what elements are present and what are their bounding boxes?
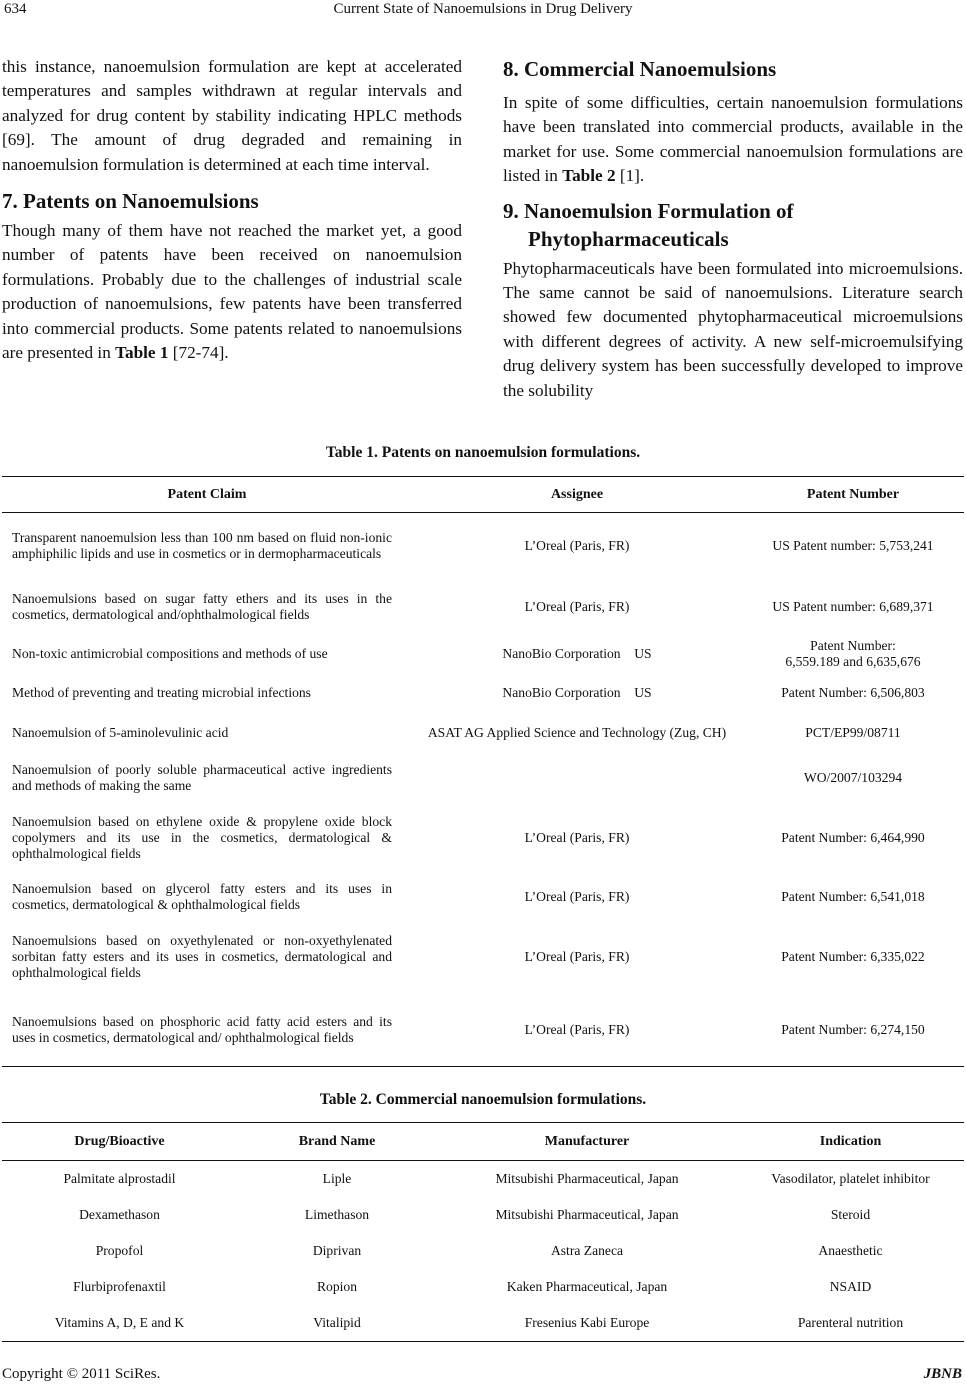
table-row xyxy=(2,674,964,712)
patent-assignee: L’Oreal (Paris, FR) xyxy=(524,948,630,964)
manufacturer-cell: Astra Zaneca xyxy=(550,1243,624,1258)
patent-assignee: L’Oreal (Paris, FR) xyxy=(412,994,742,1067)
table-row xyxy=(2,1305,964,1342)
section-8-heading: 8. Commercial Nanoemulsions xyxy=(503,57,777,81)
patent-assignee: L’Oreal (Paris, FR) xyxy=(524,538,630,554)
patent-claim: Nanoemulsions based on sugar fatty ethers and its uses in the cosmetics, dermatological and/ophthalmological fields xyxy=(12,590,392,622)
table-row xyxy=(2,920,964,994)
drug-cell: Dexamethason xyxy=(79,1207,160,1222)
table-row xyxy=(2,1233,964,1269)
table-row xyxy=(2,513,964,580)
patent-number: US Patent number: 6,689,371 xyxy=(772,598,934,614)
phytopharmaceuticals-paragraph: Phytopharmaceuticals have been formulated into microemulsions. The same cannot be said of nanoemulsions. Literature search showed few documented phytopharmaceutical microemulsions with different degrees of activity. A new self-microemulsifying drug delivery system has been successfully developed to improve the solubility xyxy=(503,258,963,400)
running-header xyxy=(0,0,966,22)
section-9-heading: 9. Nanoemulsion Formulation of Phytopharmaceuticals xyxy=(503,198,794,251)
patent-assignee: L’Oreal (Paris, FR) xyxy=(524,829,630,845)
journal-abbreviation: JBNB xyxy=(923,1366,962,1382)
running-title: Current State of Nanoemulsions in Drug Delivery xyxy=(333,1,633,17)
table-row xyxy=(2,994,964,1067)
brand-cell: Limethason xyxy=(304,1207,370,1222)
table-1-reference[interactable]: Table 1 xyxy=(115,343,169,363)
brand-cell: Liple xyxy=(322,1171,352,1186)
patent-number: Patent Number: 6,506,803 xyxy=(781,684,925,700)
commercial-paragraph-tail: [1]. xyxy=(615,166,645,186)
table-1-header-assignee: Assignee xyxy=(412,477,742,513)
commercial-table xyxy=(2,1122,964,1342)
patent-number: Patent Number: 6,464,990 xyxy=(781,829,925,845)
patent-claim: Nanoemulsion based on ethylene oxide & propylene oxide block copolymers and its use in the cosmetics, dermatological & ophthalmological fields xyxy=(12,813,392,861)
patents-paragraph xyxy=(2,219,462,365)
table-row xyxy=(2,1197,964,1233)
patent-claim: Nanoemulsions based on phosphoric acid fatty acid esters and its uses in cosmetics, dermatological and/ ophthalmological fields xyxy=(2,994,412,1067)
patent-number: Patent Number: 6,274,150 xyxy=(742,994,964,1067)
patent-claim: Method of preventing and treating microbial infections xyxy=(12,684,311,700)
indication-cell: NSAID xyxy=(829,1279,872,1294)
copyright-notice: Copyright © 2011 SciRes. xyxy=(2,1366,161,1382)
table-row xyxy=(2,712,964,754)
table-2-header-drug: Drug/Bioactive xyxy=(2,1123,237,1161)
patent-assignee: NanoBio Corporation US xyxy=(502,645,652,661)
indication-cell: Vasodilator, platelet inhibitor xyxy=(771,1171,930,1186)
table-row xyxy=(2,1269,964,1305)
brand-cell: Vitalipid xyxy=(237,1305,437,1342)
manufacturer-cell: Kaken Pharmaceutical, Japan xyxy=(506,1279,668,1294)
patent-claim: Nanoemulsion of 5-aminolevulinic acid xyxy=(12,724,229,740)
table-1-header-claim: Patent Claim xyxy=(2,477,412,513)
table-row xyxy=(2,754,964,802)
table-2-header-indication: Indication xyxy=(737,1123,964,1161)
patent-claim: Non-toxic antimicrobial compositions and methods of use xyxy=(12,645,328,661)
table-row xyxy=(2,580,964,634)
patent-assignee xyxy=(412,754,742,802)
commercial-paragraph-text: In spite of some difficulties, certain nanoemulsion formulations have been translated into commercial products, available in the market for use. Some commercial nanoemulsion formulations are listed in xyxy=(503,93,963,186)
section-7-heading: 7. Patents on Nanoemulsions xyxy=(2,189,259,214)
patent-number: PCT/EP99/08711 xyxy=(805,724,901,740)
table-2-header-manufacturer: Manufacturer xyxy=(437,1123,737,1161)
table-row xyxy=(2,634,964,674)
commercial-paragraph xyxy=(503,91,963,189)
patents-paragraph-text: Though many of them have not reached the market yet, a good number of patents have been received on nanoemulsion formulations. Probably due to the challenges of industrial scale production of nanoemulsions, few patents have been transferred into commercial products. Some patents related to nanoemulsions are presented in xyxy=(2,221,462,363)
drug-cell: Vitamins A, D, E and K xyxy=(2,1305,237,1342)
manufacturer-cell: Mitsubishi Pharmaceutical, Japan xyxy=(495,1207,679,1222)
patent-number: WO/2007/103294 xyxy=(803,769,903,785)
patent-claim: Nanoemulsion of poorly soluble pharmaceutical active ingredients and methods of making the same xyxy=(12,761,392,793)
patent-assignee: L’Oreal (Paris, FR) xyxy=(524,888,630,904)
indication-cell: Anaesthetic xyxy=(818,1243,883,1258)
table-2-header-brand: Brand Name xyxy=(237,1123,437,1161)
manufacturer-cell: Mitsubishi Pharmaceutical, Japan xyxy=(495,1171,679,1186)
drug-cell: Propofol xyxy=(95,1243,144,1258)
brand-cell: Ropion xyxy=(316,1279,358,1294)
patents-table xyxy=(2,476,964,1067)
table-row xyxy=(2,874,964,920)
right-column xyxy=(503,55,963,403)
patent-claim: Nanoemulsion based on glycerol fatty esters and its uses in cosmetics, dermatological & ophthalmological fields xyxy=(12,880,392,912)
patent-number: Patent Number: 6,541,018 xyxy=(781,888,925,904)
drug-cell: Flurbiprofenaxtil xyxy=(73,1279,166,1294)
table-2-reference[interactable]: Table 2 xyxy=(562,166,616,186)
left-column xyxy=(2,55,462,365)
patent-assignee: L’Oreal (Paris, FR) xyxy=(524,598,630,614)
indication-cell: Steroid xyxy=(830,1207,871,1222)
patent-assignee: NanoBio Corporation US xyxy=(502,684,652,700)
patent-number: Patent Number: 6,335,022 xyxy=(781,948,925,964)
patent-claim: Nanoemulsions based on oxyethylenated or non-oxyethylenated sorbitan fatty esters and its uses in cosmetics, dermatological and ophthalmological fields xyxy=(12,932,392,980)
table-1-caption: Table 1. Patents on nanoemulsion formulations. xyxy=(325,444,641,461)
patents-paragraph-tail: [72-74]. xyxy=(168,343,229,363)
brand-cell: Diprivan xyxy=(312,1243,362,1258)
page-number: 634 xyxy=(4,1,27,17)
patent-number: Patent Number: 6,559.189 and 6,635,676 xyxy=(785,637,921,669)
patent-assignee: ASAT AG Applied Science and Technology (Zug, CH) xyxy=(427,724,727,740)
drug-cell: Palmitate alprostadil xyxy=(63,1171,176,1186)
indication-cell: Parenteral nutrition xyxy=(737,1305,964,1342)
table-2-caption: Table 2. Commercial nanoemulsion formulations. xyxy=(319,1091,647,1108)
stability-paragraph: this instance, nanoemulsion formulation are kept at accelerated temperatures and samples withdrawn at regular intervals and analyzed for drug content by stability indicating HPLC methods [69]. The amount of drug degraded and remaining in nanoemulsion formulation is determined at each time interval. xyxy=(2,57,462,174)
table-row xyxy=(2,1161,964,1198)
manufacturer-cell: Fresenius Kabi Europe xyxy=(437,1305,737,1342)
table-1-header-number: Patent Number xyxy=(742,477,964,513)
patent-claim: Transparent nanoemulsion less than 100 nm based on fluid non-ionic amphiphilic lipids and use in cosmetics or in dermopharmaceuticals xyxy=(12,530,392,562)
patent-number: US Patent number: 5,753,241 xyxy=(772,538,934,554)
table-row xyxy=(2,802,964,874)
